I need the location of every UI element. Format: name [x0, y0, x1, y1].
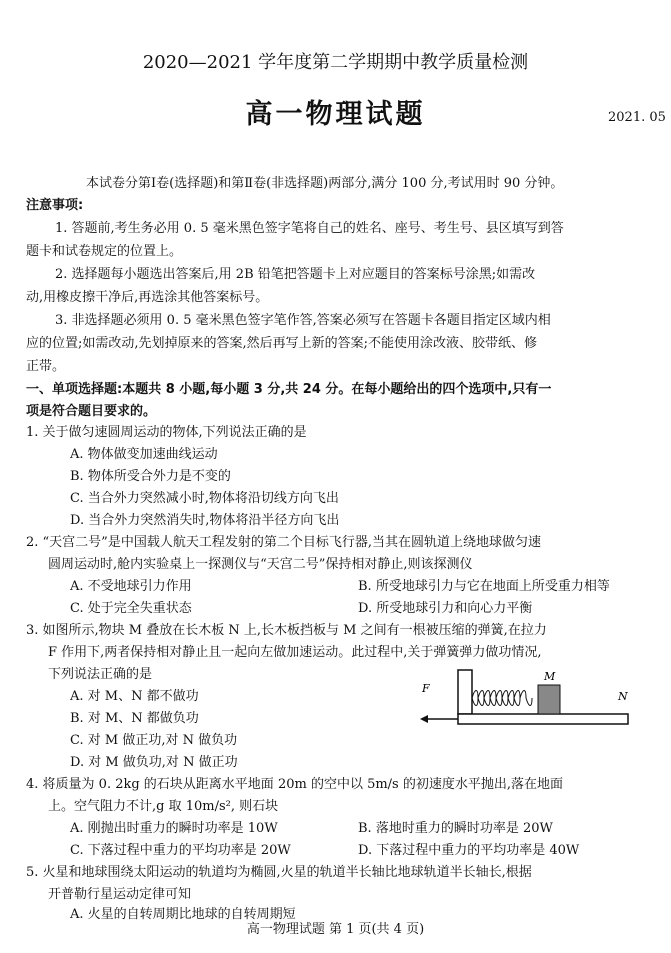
exam-header: 2020—2021 学年度第二学期期中教学质量检测: [142, 52, 529, 73]
exam-date: 2021. 05: [608, 110, 666, 125]
q3-option-c: C. 对 M 做正功,对 N 做负功: [70, 733, 238, 748]
q3-option-a: A. 对 M、N 都不做功: [70, 689, 199, 704]
note-2-line-2: 动,用橡皮擦干净后,再选涂其他答案标号。: [26, 290, 269, 305]
notes-heading: 注意事项:: [26, 198, 84, 213]
intro-text: 本试卷分第Ⅰ卷(选择题)和第Ⅱ卷(非选择题)两部分,满分 100 分,考试用时 90 分钟。: [86, 176, 564, 191]
label-n: N: [618, 690, 628, 703]
q4-option-c: C. 下落过程中重力的平均功率是 20W: [70, 843, 291, 858]
q3-option-b: B. 对 M、N 都做负功: [70, 711, 199, 726]
q1-option-d: D. 当合外力突然消失时,物体将沿半径方向飞出: [70, 513, 340, 528]
q4-option-d: D. 下落过程中重力的平均功率是 40W: [358, 843, 580, 858]
board-baffle: [458, 670, 472, 714]
q4-stem-line-2: 上。空气阻力不计,g 取 10m/s², 则石块: [48, 799, 279, 814]
block-m: [538, 685, 560, 714]
long-board-n: [458, 714, 628, 724]
q4-stem-line-1: 4. 将质量为 0. 2kg 的石块从距离水平地面 20m 的空中以 5m/s 的初速度水平抛出,落在地面: [26, 777, 563, 792]
q3-figure: [418, 666, 643, 728]
section-heading-line-2: 项是符合题目要求的。: [26, 404, 157, 419]
label-m: M: [544, 670, 556, 683]
q1-option-a: A. 物体做变加速曲线运动: [70, 447, 218, 462]
q2-option-a: A. 不受地球引力作用: [70, 579, 192, 594]
q5-stem-line-1: 5. 火星和地球围绕太阳运动的轨道均为椭圆,火星的轨道半长轴比地球轨道半长轴长,根据: [26, 865, 532, 880]
q2-stem-line-1: 2. “天宫二号”是中国载人航天工程发射的第二个目标飞行器,当其在圆轨道上绕地球做匀速: [26, 535, 541, 550]
q3-stem-line-2: F 作用下,两者保持相对静止且一起向左做加速运动。此过程中,关于弹簧弹力做功情况,: [48, 645, 542, 660]
section-heading-line-1: 一、单项选择题:本题共 8 小题,每小题 3 分,共 24 分。在每小题给出的四个选项中,只有一: [26, 382, 552, 397]
page-footer: 高一物理试题 第 1 页(共 4 页): [246, 922, 425, 937]
q4-option-b: B. 落地时重力的瞬时功率是 20W: [358, 821, 553, 836]
note-2-line-1: 2. 选择题每小题选出答案后,用 2B 铅笔把答题卡上对应题目的答案标号涂黑;如需改: [55, 267, 536, 282]
q1-option-c: C. 当合外力突然减小时,物体将沿切线方向飞出: [70, 491, 339, 506]
q3-stem-line-3: 下列说法正确的是: [48, 667, 153, 682]
q3-option-d: D. 对 M 做负功,对 N 做正功: [70, 755, 238, 770]
q3-stem-line-1: 3. 如图所示,物块 M 叠放在长木板 N 上,长木板挡板与 M 之间有一根被压缩的弹簧,在拉力: [26, 623, 547, 638]
q1-option-b: B. 物体所受合外力是不变的: [70, 469, 231, 484]
note-1-line-1: 1. 答题前,考生务必用 0. 5 毫米黑色签字笔将自己的姓名、座号、考生号、县区填写到答: [55, 221, 564, 236]
q1-stem: 1. 关于做匀速圆周运动的物体,下列说法正确的是: [26, 425, 307, 440]
page-title: 高一物理试题: [245, 99, 426, 130]
compressed-spring: [472, 691, 532, 706]
q2-option-c: C. 处于完全失重状态: [70, 601, 192, 616]
q5-stem-line-2: 开普勒行星运动定律可知: [48, 887, 192, 902]
label-f: F: [422, 682, 430, 695]
note-3-line-2: 应的位置;如需改动,先划掉原来的答案,然后再写上新的答案;不能使用涂改液、胶带纸、修: [26, 336, 538, 351]
q2-option-d: D. 所受地球引力和向心力平衡: [358, 601, 533, 616]
q4-option-a: A. 刚抛出时重力的瞬时功率是 10W: [70, 821, 278, 836]
note-3-line-1: 3. 非选择题必须用 0. 5 毫米黑色签字笔作答,答案必须写在答题卡各题目指定区域内相: [55, 313, 551, 328]
q5-option-a: A. 火星的自转周期比地球的自转周期短: [70, 907, 296, 922]
note-3-line-3: 正带。: [26, 359, 66, 374]
q2-option-b: B. 所受地球引力与它在地面上所受重力相等: [358, 579, 610, 594]
force-arrow-head: [420, 715, 428, 723]
note-1-line-2: 题卡和试卷规定的位置上。: [26, 244, 183, 259]
q2-stem-line-2: 圆周运动时,舱内实验桌上一探测仪与“天宫二号”保持相对静止,则该探测仪: [48, 557, 473, 572]
